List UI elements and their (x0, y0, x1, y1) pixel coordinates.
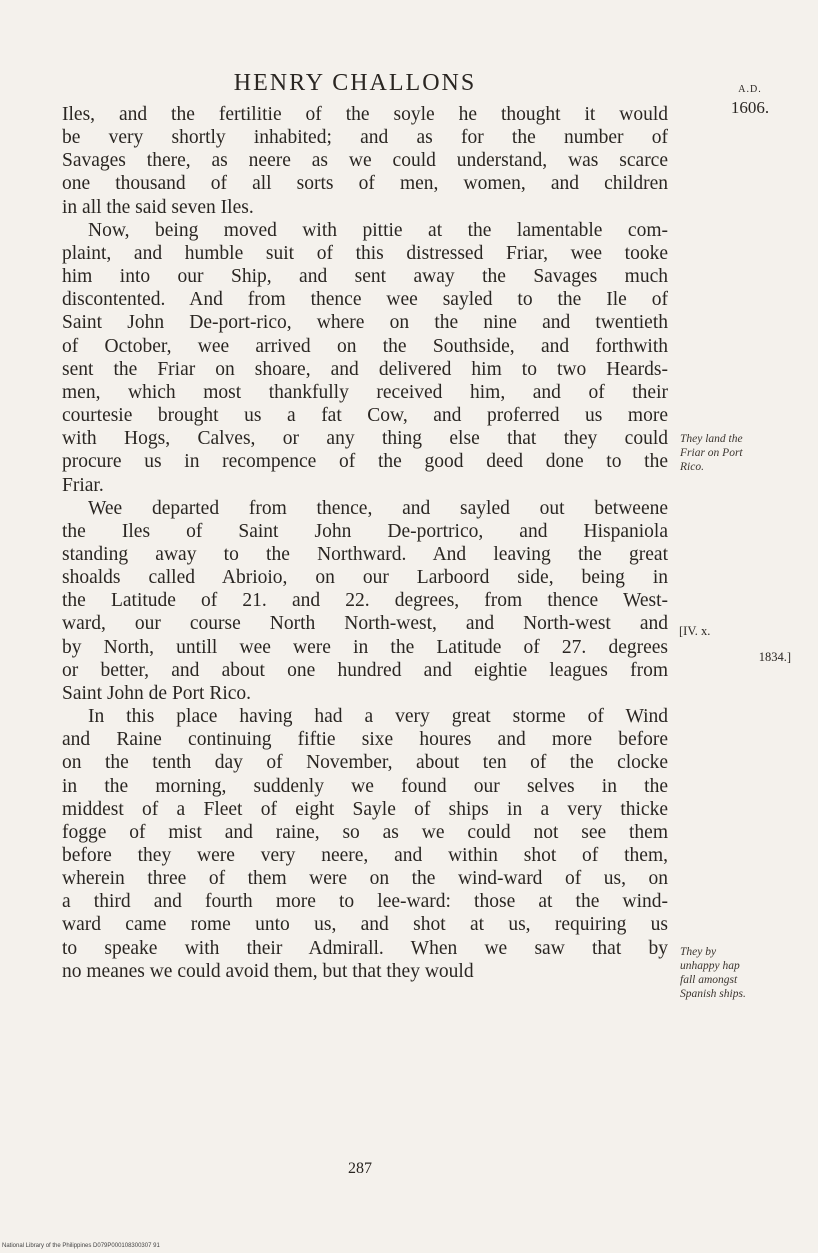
text-line: plaint, and humble suit of this distressed Friar, wee tooke (62, 242, 668, 264)
footer-credit: National Library of the Philippines D079P000108300307 91 (2, 1243, 160, 1249)
side-note-friar-landing (680, 432, 810, 474)
text-line: one thousand of all sorts of men, women, and children (62, 173, 668, 195)
text-line: courtesie brought us a fat Cow, and proferred us more (62, 405, 668, 427)
text-line: men, which most thankfully received him, and of their (62, 381, 668, 403)
side-note-line: Friar on Port (680, 447, 743, 459)
text-line: to speake with their Admirall. When we saw that by (62, 937, 668, 959)
body-text (62, 103, 668, 983)
text-line: ward came rome unto us, and shot at us, requiring us (62, 914, 668, 936)
reference-note-volume: [IV. x. (679, 624, 711, 638)
text-line: Savages there, as neere as we could understand, was scarce (62, 150, 668, 172)
text-line: Wee departed from thence, and sayled out betweene (88, 497, 668, 519)
year-label (720, 84, 780, 118)
text-line: a third and fourth more to lee-ward: those at the wind- (62, 891, 668, 913)
text-line: standing away to the Northward. And leaving the great (62, 543, 668, 565)
text-line: Iles, and the fertilitie of the soyle he thought it would (62, 104, 668, 125)
text-line: on the tenth day of November, about ten of the clocke (62, 752, 668, 774)
year-value: 1606. (730, 98, 770, 117)
text-line: the Iles of Saint John De-portrico, and Hispaniola (62, 520, 668, 542)
text-line: Saint John de Port Rico. (62, 682, 252, 704)
paragraph (62, 103, 668, 219)
side-note-line: Spanish ships. (680, 988, 746, 1000)
text-line: wherein three of them were on the wind-ward of us, on (62, 868, 668, 890)
text-line: Friar. (62, 474, 104, 496)
text-line: sent the Friar on shoare, and delivered him to two Heards- (62, 358, 668, 380)
side-note-line: They by (680, 946, 717, 958)
text-line: Now, being moved with pittie at the lamentable com- (88, 219, 668, 241)
text-line: discontented. And from thence wee sayled to the Ile of (62, 289, 668, 311)
reference-note (679, 618, 799, 670)
text-line: the Latitude of 21. and 22. degrees, from thence West- (62, 590, 668, 612)
text-line: procure us in recompence of the good deed done to the (62, 451, 668, 473)
text-line: Saint John De-port-rico, where on the nine and twentieth (62, 312, 668, 334)
running-head: HENRY CHALLONS (233, 70, 477, 96)
paragraph (62, 705, 668, 983)
side-note-line: Rico. (680, 461, 704, 473)
text-line: fogge of mist and raine, so as we could not see them (62, 821, 668, 843)
text-line: in all the said seven Iles. (62, 196, 254, 218)
page-number: 287 (348, 1160, 372, 1177)
text-line: or better, and about one hundred and eightie leagues from (62, 659, 668, 681)
paragraph (62, 497, 668, 705)
text-line: In this place having had a very great storme of Wind (88, 706, 668, 728)
side-note-line: fall amongst (680, 974, 738, 986)
paragraph (62, 219, 668, 497)
text-line: shoalds called Abrioio, on our Larboord side, being in (62, 567, 668, 589)
text-line: him into our Ship, and sent away the Savages much (62, 266, 668, 288)
text-line: ward, our course North North-west, and North-west and (62, 613, 668, 635)
side-note-line: They land the (680, 433, 743, 445)
text-line: by North, untill wee were in the Latitude of 27. degrees (62, 636, 668, 658)
side-note-line: unhappy hap (680, 960, 740, 972)
text-line: before they were very neere, and within shot of them, (62, 845, 668, 866)
text-line: with Hogs, Calves, or any thing else that they could (62, 428, 668, 450)
reference-note-year: 1834.] (758, 650, 791, 664)
year-era: A.D. (738, 84, 762, 95)
text-line: no meanes we could avoid them, but that they would (62, 960, 474, 982)
text-line: be very shortly inhabited; and as for the number of (62, 127, 668, 149)
text-line: middest of a Fleet of eight Sayle of ships in a very thicke (62, 798, 668, 820)
side-note-spanish-ships (680, 945, 810, 1001)
text-line: and Raine continuing fiftie sixe houres and more before (62, 729, 668, 751)
text-line: of October, wee arrived on the Southside, and forthwith (62, 335, 668, 357)
text-line: in the morning, suddenly we found our selves in the (62, 775, 668, 797)
